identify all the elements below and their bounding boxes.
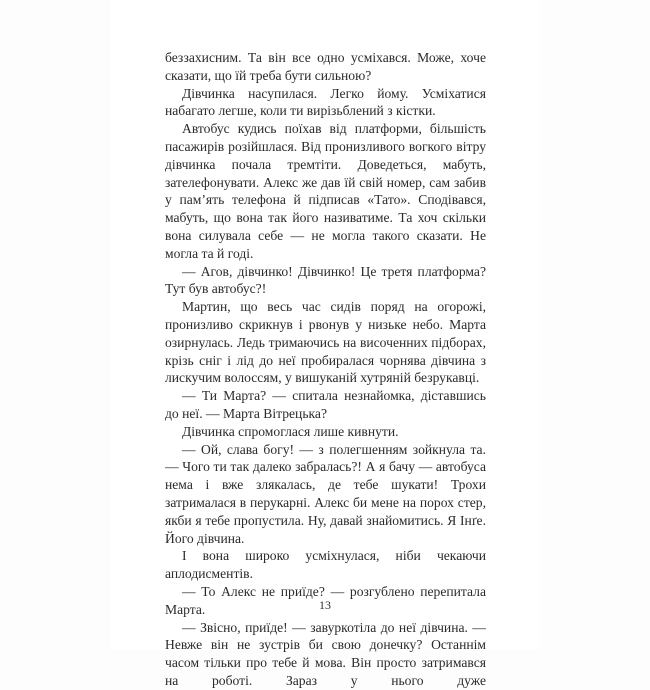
paragraph-1: беззахисним. Та він все одно усміхався. Може, хоче сказати, що їй треба бути сильною? [165,50,486,83]
paragraph-8: — Ой, слава богу! — з полегшенням зойкнула та. — Чого ти так далеко забралась?! А я бачу — автобуса нема і вже злякалась, де тебе шукати! Трохи затрималася в перукарні. Алекс би мене на порох стер, якби я тебе пропустила. Ну, давай знайомитись. Я Інґе. Його дівчина. [165,441,486,546]
paragraph-2: Дівчинка насупилася. Легко йому. Усміхатися набагато легше, коли ти вирізьблений з кістки. [165,85,486,119]
paragraph-7: Дівчинка спромоглася лише кивнути. [182,423,399,439]
book-page [110,0,540,688]
paragraph-9: І вона широко усміхнулася, ніби чекаючи аплодисментів. [165,548,486,582]
page-number: 13 [319,598,331,612]
body-text [165,49,486,690]
paragraph-5: Мартин, що весь час сидів поряд на огорожі, пронизливо скрикнув і рвонув у низьке небо. Марта озирнулась. Ледь тримаючись на височенних підборах, крізь сніг і лід до неї пробиралася чорнява дівчина з лискучим волоссям, у вишуканій хутряній безрукавці. [165,299,486,386]
paragraph-4: — Агов, дівчинко! Дівчинко! Це третя платформа? Тут був автобус?! [165,263,486,297]
paragraph-3: Автобус кудись поїхав від платформи, більшість пасажирів розійшлася. Від пронизливого вогкого вітру дівчинка почала тремтіти. Доведеться, мабуть, зателефонувати. Алекс же дав їй свій номер, сам забив у пам’ять телефона й підписав «Тато». Сподівався, мабуть, що вона так його називатиме. Та хоч скільки вона силувала себе — не могла такого сказати. Не могла та й годі. [165,121,486,261]
paragraph-6: — Ти Марта? — спитала незнайомка, діставшись до неї. — Марта Вітрецька? [165,388,486,421]
paragraph-10: — То Алекс не приїде? — розгублено перепитала Марта. [165,583,486,617]
paragraph-11: — Звісно, приїде! — завуркотіла до неї дівчина. — Невже він не зустрів би свою донечку? Останнім часом тільки про тебе й мова. Він просто затримався на роботі. Зараз у нього дуже [165,619,486,688]
